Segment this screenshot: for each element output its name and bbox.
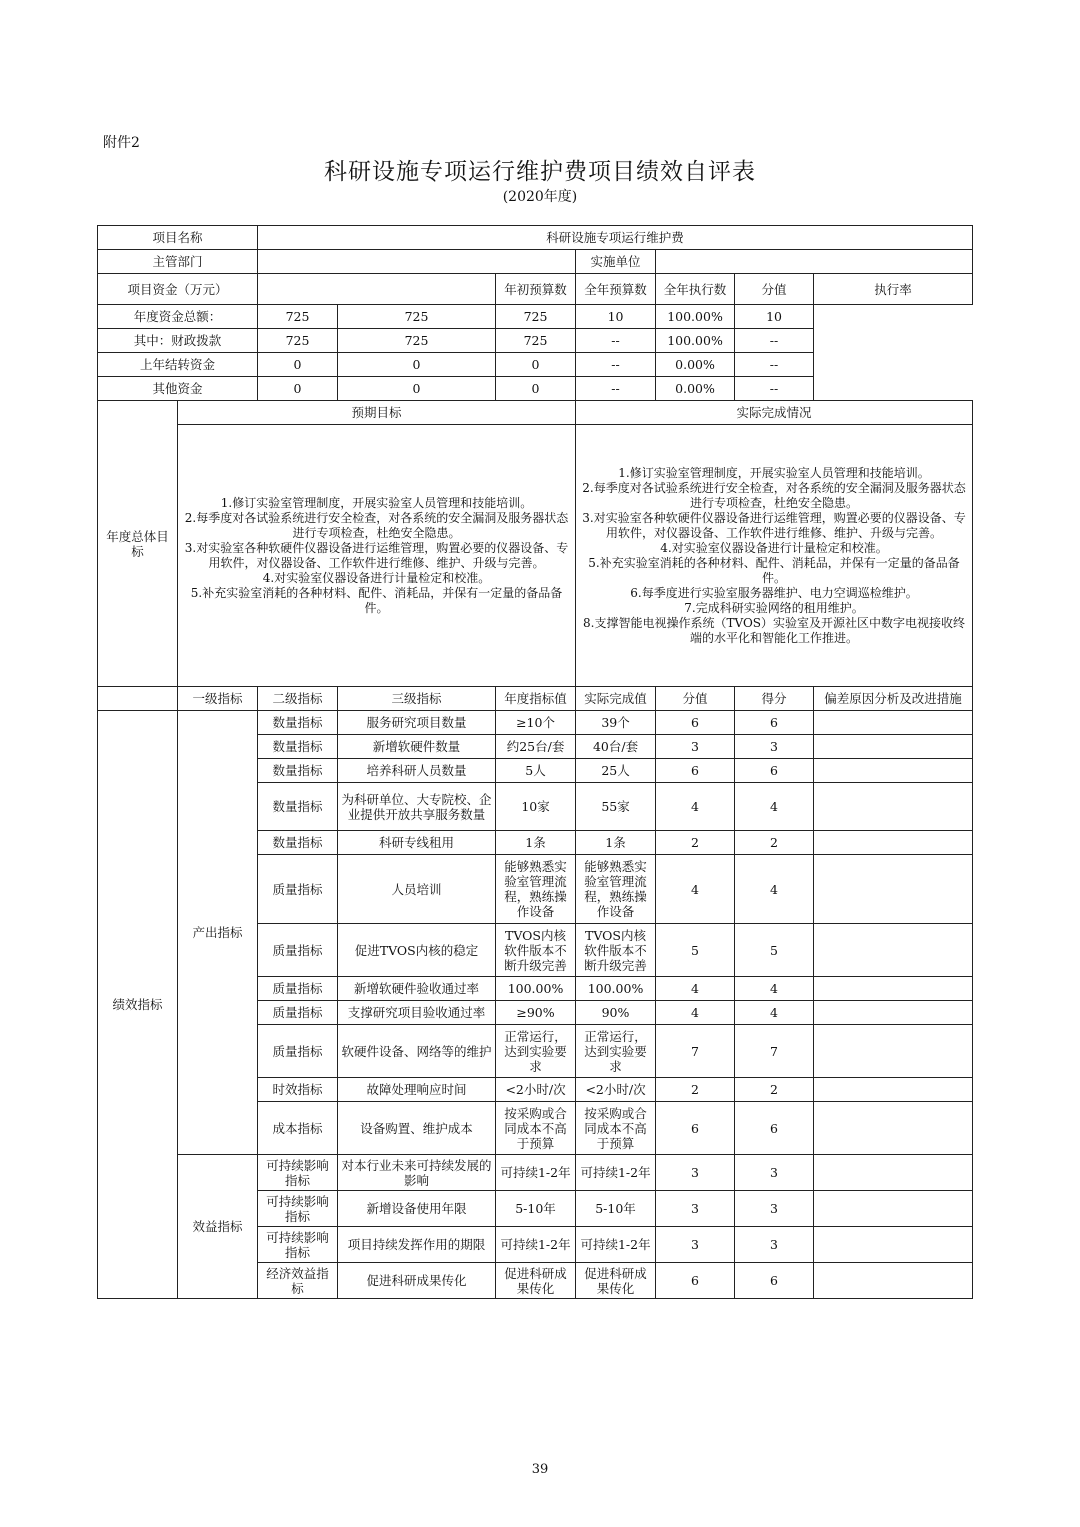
points: 3 — [656, 1227, 735, 1263]
points: 6 — [656, 1102, 735, 1155]
level3-indicator: 对本行业未来可持续发展的影响 — [338, 1155, 496, 1191]
annual-target: 按采购或合同成本不高于预算 — [496, 1102, 576, 1155]
actual-value: 可持续1-2年 — [576, 1155, 656, 1191]
actual-value: 能够熟悉实验室管理流程，熟练操作设备 — [576, 855, 656, 924]
level2-indicator: 质量指标 — [258, 924, 338, 977]
project-name-label: 项目名称 — [98, 226, 258, 250]
annual-target: 正常运行，达到实验要求 — [496, 1025, 576, 1078]
deviation-note — [814, 1155, 973, 1191]
funds-header-row — [98, 274, 973, 305]
deviation-note — [814, 924, 973, 977]
level2-indicator: 成本指标 — [258, 1102, 338, 1155]
funds-cell: 0.00% — [656, 377, 735, 401]
score: 4 — [735, 1001, 814, 1025]
points: 2 — [656, 1078, 735, 1102]
level2-indicator: 质量指标 — [258, 855, 338, 924]
level3-indicator: 服务研究项目数量 — [338, 711, 496, 735]
goal-item: 2.每季度对各试验系统进行安全检查，对各系统的安全漏洞及服务器状态进行专项检查，杜绝安全隐患。 — [582, 480, 966, 510]
indicator-header: 年度指标值 — [496, 687, 576, 711]
level3-indicator: 促进科研成果传化 — [338, 1263, 496, 1299]
funds-cell: 725 — [258, 329, 338, 353]
goal-item: 3.对实验室各种软硬件仪器设备进行运维管理，购置必要的仪器设备、专用软件，对仪器设备、工作软件进行维修、维护、升级与完善。 — [582, 510, 966, 540]
annual-target: <2小时/次 — [496, 1078, 576, 1102]
annual-target: ≥90% — [496, 1001, 576, 1025]
funds-header: 执行率 — [814, 274, 973, 305]
score: 6 — [735, 1102, 814, 1155]
deviation-note — [814, 1078, 973, 1102]
indicator-header: 三级指标 — [338, 687, 496, 711]
points: 5 — [656, 924, 735, 977]
deviation-note — [814, 1001, 973, 1025]
indicator-header-blank — [98, 687, 178, 711]
output-indicator-label: 产出指标 — [178, 711, 258, 1155]
funds-row-label: 其他资金 — [98, 377, 258, 401]
level3-indicator: 新增软硬件数量 — [338, 735, 496, 759]
funds-cell: 0.00% — [656, 353, 735, 377]
funds-cell: 10 — [735, 305, 814, 329]
funds-header: 全年预算数 — [576, 274, 656, 305]
goals-label: 年度总体目标 — [98, 401, 178, 687]
level2-indicator: 可持续影响指标 — [258, 1191, 338, 1227]
indicator-header: 得分 — [735, 687, 814, 711]
actual-value: 100.00% — [576, 977, 656, 1001]
project-name-row — [98, 226, 973, 250]
funds-row-label: 年度资金总额： — [98, 305, 258, 329]
level2-indicator: 数量指标 — [258, 735, 338, 759]
score: 6 — [735, 711, 814, 735]
level2-indicator: 经济效益指标 — [258, 1263, 338, 1299]
funds-row — [98, 353, 973, 377]
actual-value: 按采购或合同成本不高于预算 — [576, 1102, 656, 1155]
score: 4 — [735, 855, 814, 924]
deviation-note — [814, 1263, 973, 1299]
deviation-note — [814, 977, 973, 1001]
level2-indicator: 数量指标 — [258, 831, 338, 855]
goal-item: 4.对实验室仪器设备进行计量检定和校准。 — [262, 570, 491, 585]
level3-indicator: 设备购置、维护成本 — [338, 1102, 496, 1155]
goal-item: 1.修订实验室管理制度，开展实验室人员管理和技能培训。 — [618, 465, 930, 480]
goals-header-row — [98, 401, 973, 425]
level2-indicator: 时效指标 — [258, 1078, 338, 1102]
unit-value — [656, 250, 973, 274]
funds-cell: 725 — [496, 329, 576, 353]
funds-cell: 725 — [496, 305, 576, 329]
level3-indicator: 新增软硬件验收通过率 — [338, 977, 496, 1001]
goal-item: 3.对实验室各种软硬件仪器设备进行运维管理，购置必要的仪器设备、专用软件，对仪器设备、工作软件进行维修、维护、升级与完善。 — [184, 540, 569, 570]
actual-value: 5-10年 — [576, 1191, 656, 1227]
funds-cell: -- — [576, 329, 656, 353]
funds-cell: -- — [735, 353, 814, 377]
page-number: 39 — [531, 1462, 549, 1477]
funds-row — [98, 329, 973, 353]
score: 3 — [735, 1191, 814, 1227]
deviation-note — [814, 1102, 973, 1155]
funds-cell: -- — [735, 329, 814, 353]
level2-indicator: 质量指标 — [258, 1025, 338, 1078]
actual-value: 可持续1-2年 — [576, 1227, 656, 1263]
deviation-note — [814, 1025, 973, 1078]
score: 4 — [735, 783, 814, 831]
indicator-row — [98, 1155, 973, 1191]
project-name-value: 科研设施专项运行维护费 — [258, 226, 973, 250]
level2-indicator: 质量指标 — [258, 977, 338, 1001]
funds-cell: 0 — [338, 377, 496, 401]
indicator-header: 实际完成值 — [576, 687, 656, 711]
level2-indicator: 数量指标 — [258, 783, 338, 831]
level3-indicator: 人员培训 — [338, 855, 496, 924]
score: 7 — [735, 1025, 814, 1078]
goal-item: 1.修订实验室管理制度，开展实验室人员管理和技能培训。 — [220, 495, 533, 510]
annual-target: 可持续1-2年 — [496, 1155, 576, 1191]
points: 2 — [656, 831, 735, 855]
goal-item: 5.补充实验室消耗的各种材料、配件、消耗品，并保有一定量的备品备件。 — [588, 555, 960, 585]
score: 6 — [735, 759, 814, 783]
page-title: 科研设施专项运行维护费项目绩效自评表 — [324, 159, 756, 185]
score: 3 — [735, 735, 814, 759]
level2-indicator: 质量指标 — [258, 1001, 338, 1025]
score: 6 — [735, 1263, 814, 1299]
funds-cell: -- — [576, 353, 656, 377]
level3-indicator: 科研专线租用 — [338, 831, 496, 855]
annual-target: 100.00% — [496, 977, 576, 1001]
actual-header: 实际完成情况 — [576, 401, 973, 425]
score: 2 — [735, 1078, 814, 1102]
level3-indicator: 新增设备使用年限 — [338, 1191, 496, 1227]
attachment-label: 附件2 — [103, 135, 140, 151]
actual-value: 55家 — [576, 783, 656, 831]
level2-indicator: 可持续影响指标 — [258, 1155, 338, 1191]
level3-indicator: 项目持续发挥作用的期限 — [338, 1227, 496, 1263]
deviation-note — [814, 1191, 973, 1227]
level3-indicator: 为科研单位、大专院校、企业提供开放共享服务数量 — [338, 783, 496, 831]
funds-cell: 725 — [338, 329, 496, 353]
deviation-note — [814, 783, 973, 831]
benefit-indicator-label: 效益指标 — [178, 1155, 258, 1299]
goal-item: 5.补充实验室消耗的各种材料、配件、消耗品，并保有一定量的备品备件。 — [190, 585, 563, 615]
level3-indicator: 软硬件设备、网络等的维护 — [338, 1025, 496, 1078]
performance-label: 绩效指标 — [98, 711, 178, 1299]
dept-value — [258, 250, 576, 274]
score: 3 — [735, 1227, 814, 1263]
level3-indicator: 培养科研人员数量 — [338, 759, 496, 783]
level2-indicator: 可持续影响指标 — [258, 1227, 338, 1263]
funds-cell: -- — [735, 377, 814, 401]
deviation-note — [814, 1227, 973, 1263]
annual-target: TVOS内核软件版本不断升级完善 — [496, 924, 576, 977]
actual-value: TVOS内核软件版本不断升级完善 — [576, 924, 656, 977]
funds-cell: -- — [576, 377, 656, 401]
points: 6 — [656, 711, 735, 735]
funds-cell: 100.00% — [656, 329, 735, 353]
indicator-header: 偏差原因分析及改进措施 — [814, 687, 973, 711]
funds-row-label: 其中：财政拨款 — [98, 329, 258, 353]
funds-cell: 725 — [338, 305, 496, 329]
annual-target: 1条 — [496, 831, 576, 855]
dept-row — [98, 250, 973, 274]
funds-header: 年初预算数 — [496, 274, 576, 305]
score: 3 — [735, 1155, 814, 1191]
funds-cell: 0 — [258, 353, 338, 377]
funds-cell: 725 — [258, 305, 338, 329]
annual-target: 5人 — [496, 759, 576, 783]
funds-row — [98, 377, 973, 401]
actual-value: 1条 — [576, 831, 656, 855]
actual-value: 25人 — [576, 759, 656, 783]
funds-row-label: 上年结转资金 — [98, 353, 258, 377]
points: 6 — [656, 759, 735, 783]
deviation-note — [814, 735, 973, 759]
indicator-header-row — [98, 687, 973, 711]
goal-item: 8.支撑智能电视操作系统（TVOS）实验室及开源社区中数字电视接收终端的水平化和智能化工作推进。 — [583, 615, 966, 645]
level3-indicator: 支撑研究项目验收通过率 — [338, 1001, 496, 1025]
deviation-note — [814, 855, 973, 924]
unit-label: 实施单位 — [576, 250, 656, 274]
actual-goals — [576, 425, 973, 687]
actual-value: <2小时/次 — [576, 1078, 656, 1102]
points: 3 — [656, 735, 735, 759]
points: 3 — [656, 1155, 735, 1191]
goal-item: 6.每季度进行实验室服务器维护、电力空调巡检维护。 — [630, 585, 918, 600]
funds-header: 分值 — [735, 274, 814, 305]
expected-header: 预期目标 — [178, 401, 576, 425]
annual-target: 促进科研成果传化 — [496, 1263, 576, 1299]
actual-value: 39个 — [576, 711, 656, 735]
funds-cell: 0 — [496, 377, 576, 401]
score: 2 — [735, 831, 814, 855]
funds-cell: 0 — [258, 377, 338, 401]
level3-indicator: 故障处理响应时间 — [338, 1078, 496, 1102]
annual-target: 10家 — [496, 783, 576, 831]
actual-value: 90% — [576, 1001, 656, 1025]
indicator-header: 一级指标 — [178, 687, 258, 711]
actual-value: 正常运行，达到实验要求 — [576, 1025, 656, 1078]
points: 3 — [656, 1191, 735, 1227]
deviation-note — [814, 759, 973, 783]
funds-label: 项目资金（万元） — [98, 274, 258, 305]
points: 7 — [656, 1025, 735, 1078]
annual-target: 能够熟悉实验室管理流程，熟练操作设备 — [496, 855, 576, 924]
indicator-header: 分值 — [656, 687, 735, 711]
funds-row — [98, 305, 973, 329]
score: 4 — [735, 977, 814, 1001]
deviation-note — [814, 711, 973, 735]
goal-item: 2.每季度对各试验系统进行安全检查，对各系统的安全漏洞及服务器状态进行专项检查，杜绝安全隐患。 — [184, 510, 569, 540]
score: 5 — [735, 924, 814, 977]
expected-goals — [178, 425, 576, 687]
actual-value: 40台/套 — [576, 735, 656, 759]
funds-header: 全年执行数 — [656, 274, 735, 305]
funds-cell: 0 — [338, 353, 496, 377]
level2-indicator: 数量指标 — [258, 711, 338, 735]
annual-target: 5-10年 — [496, 1191, 576, 1227]
points: 4 — [656, 977, 735, 1001]
level3-indicator: 促进TVOS内核的稳定 — [338, 924, 496, 977]
deviation-note — [814, 831, 973, 855]
funds-cell: 10 — [576, 305, 656, 329]
goal-item: 7.完成科研实验网络的租用维护。 — [684, 600, 864, 615]
goal-item: 4.对实验室仪器设备进行计量检定和校准。 — [660, 540, 888, 555]
goals-content-row — [98, 425, 973, 687]
year-subtitle: (2020年度) — [502, 189, 578, 205]
indicator-row — [98, 711, 973, 735]
funds-cell: 100.00% — [656, 305, 735, 329]
dept-label: 主管部门 — [98, 250, 258, 274]
points: 6 — [656, 1263, 735, 1299]
actual-value: 促进科研成果传化 — [576, 1263, 656, 1299]
indicator-header: 二级指标 — [258, 687, 338, 711]
funds-header-blank — [258, 274, 496, 305]
annual-target: 可持续1-2年 — [496, 1227, 576, 1263]
points: 4 — [656, 1001, 735, 1025]
level2-indicator: 数量指标 — [258, 759, 338, 783]
funds-cell: 0 — [496, 353, 576, 377]
points: 4 — [656, 783, 735, 831]
points: 4 — [656, 855, 735, 924]
annual-target: ≥10个 — [496, 711, 576, 735]
evaluation-table — [97, 225, 973, 1299]
annual-target: 约25台/套 — [496, 735, 576, 759]
